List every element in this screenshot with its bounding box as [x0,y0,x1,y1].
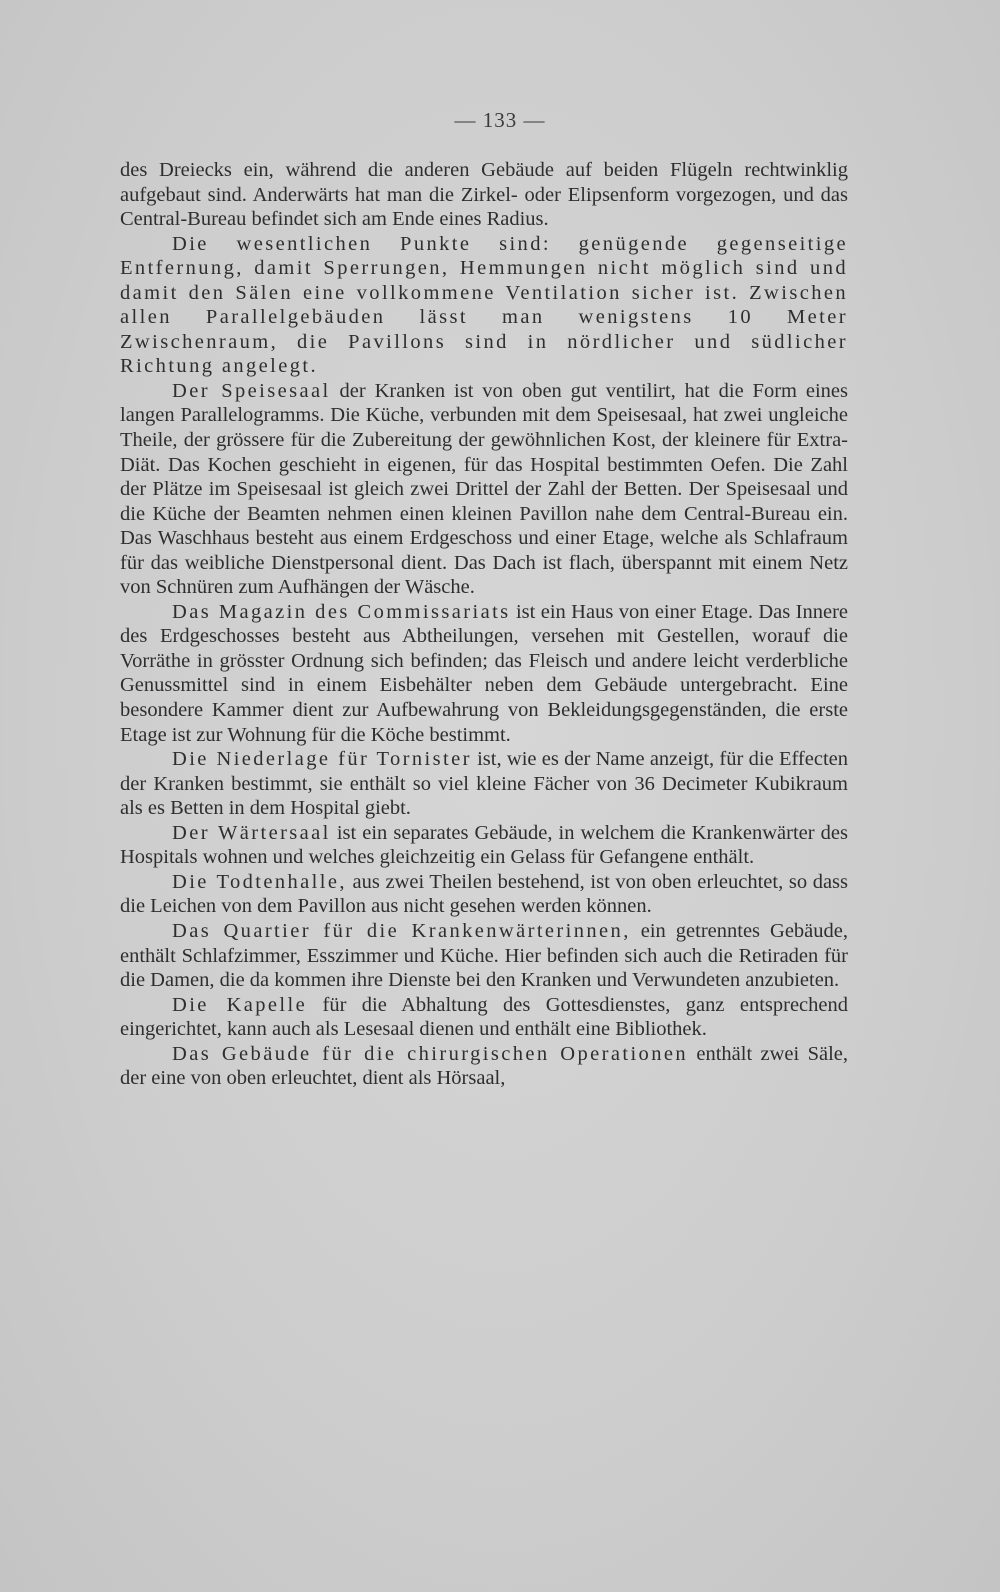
paragraph-text: ein getrenntes Gebäude, enthält Schlafzimmer, Esszimmer und Küche. Hier befinden sich auch die Retiraden für die Damen, die da kommen ihre Dienste bei den Kranken und Verwundeten anzubieten. [120,919,848,992]
paragraph-text: ist ein Haus von einer Etage. Das Innere des Erdgeschosses besteht aus Abtheilungen, versehen mit Gestellen, worauf die Vorräthe in grösster Ordnung sich befinden; das Fleisch und andere leicht verderbliche Genussmittel sind in einem Eisbehälter neben dem Gebäude untergebracht. Eine besondere Kammer dient zur Aufbewahrung von Bekleidungsgegenständen, die erste Etage ist zur Wohnung für die Köche bestimmt. [120,600,849,746]
paragraph [120,870,848,919]
paragraph-text: für die Abhaltung des Gottesdienstes, ganz entsprechend eingerichtet, kann auch als Lesesaal dienen und enthält eine Bibliothek. [120,993,848,1041]
paragraph-lead: Das Gebäude für die chirurgischen Operationen [172,1042,689,1065]
paragraph-text: Die wesentlichen Punkte sind: genügende gegenseitige Entfernung, damit Sperrungen, Hemmungen nicht möglich sind und damit den Sälen eine vollkommene Ventilation sicher ist. Zwischen allen Parallelgebäuden lässt man wenigstens 10 Meter Zwischenraum, die Pavillons sind in nördlicher und südlicher Richtung angelegt. [120,232,848,378]
paragraph [120,379,848,600]
paragraph [120,232,848,379]
paragraph-lead: Die Niederlage für Tornister [172,748,472,771]
paragraph [120,158,848,232]
paragraph-text: ist, wie es der Name anzeigt, für die Effecten der Kranken bestimmt, sie enthält so viel kleine Fächer von 36 Decimeter Kubikraum als es Betten in dem Hospital giebt. [120,748,848,820]
paragraph-lead: Das Quartier für die Krankenwärterinnen, [172,919,631,942]
paragraph-text: ist ein separates Gebäude, in welchem die Krankenwärter des Hospitals wohnen und welches gleichzeitig ein Gelass für Gefangene enthält. [120,821,848,869]
paragraph-text: aus zwei Theilen bestehend, ist von oben erleuchtet, so dass die Leichen von dem Pavillon aus nicht gesehen werden können. [120,870,849,918]
paragraph [120,919,848,993]
paragraph [120,1042,848,1091]
paragraph [120,747,848,821]
paragraph [120,821,848,870]
paragraph-lead: Die Todtenhalle, [172,870,347,893]
body-text [120,158,848,1091]
paragraph-text: enthält zwei Säle, der eine von oben erleuchtet, dient als Hörsaal, [120,1042,849,1090]
paragraph [120,600,848,747]
paragraph-lead: Das Magazin des Commissariats [172,600,511,623]
page-number: — 133 — [454,108,546,132]
paragraph-lead: Die Kapelle [172,993,308,1016]
paragraph-lead: Der Speisesaal [172,379,331,402]
paragraph-text: der Kranken ist von oben gut ventilirt, hat die Form eines langen Parallelogramms. Die Küche, verbunden mit dem Speisesaal, hat zwei ungleiche Theile, der grössere für die Zubereitung der gewöhnlichen Kost, der kleinere für Extra-Diät. Das Kochen geschieht in eigenen, für das Hospital bestimmten Oefen. Die Zahl der Plätze im Speisesaal ist gleich zwei Drittel der Zahl der Betten. Der Speisesaal und die Küche der Beamten nehmen einen kleinen Pavillon nahe dem Central-Bureau ein. Das Waschhaus besteht aus einem Erdgeschoss und einer Etage, welche als Schlafraum für das weibliche Dienstpersonal dient. Das Dach ist flach, überspannt mit einem Netz von Schnüren zum Aufhängen der Wäsche. [120,379,848,599]
paragraph-text: des Dreiecks ein, während die anderen Gebäude auf beiden Flügeln rechtwinklig aufgebaut sind. Anderwärts hat man die Zirkel- oder Elipsenform vorgezogen, und das Central-Bureau befindet sich am Ende eines Radius. [120,159,848,231]
paragraph-lead: Der Wärtersaal [172,821,331,844]
paragraph [120,993,848,1042]
